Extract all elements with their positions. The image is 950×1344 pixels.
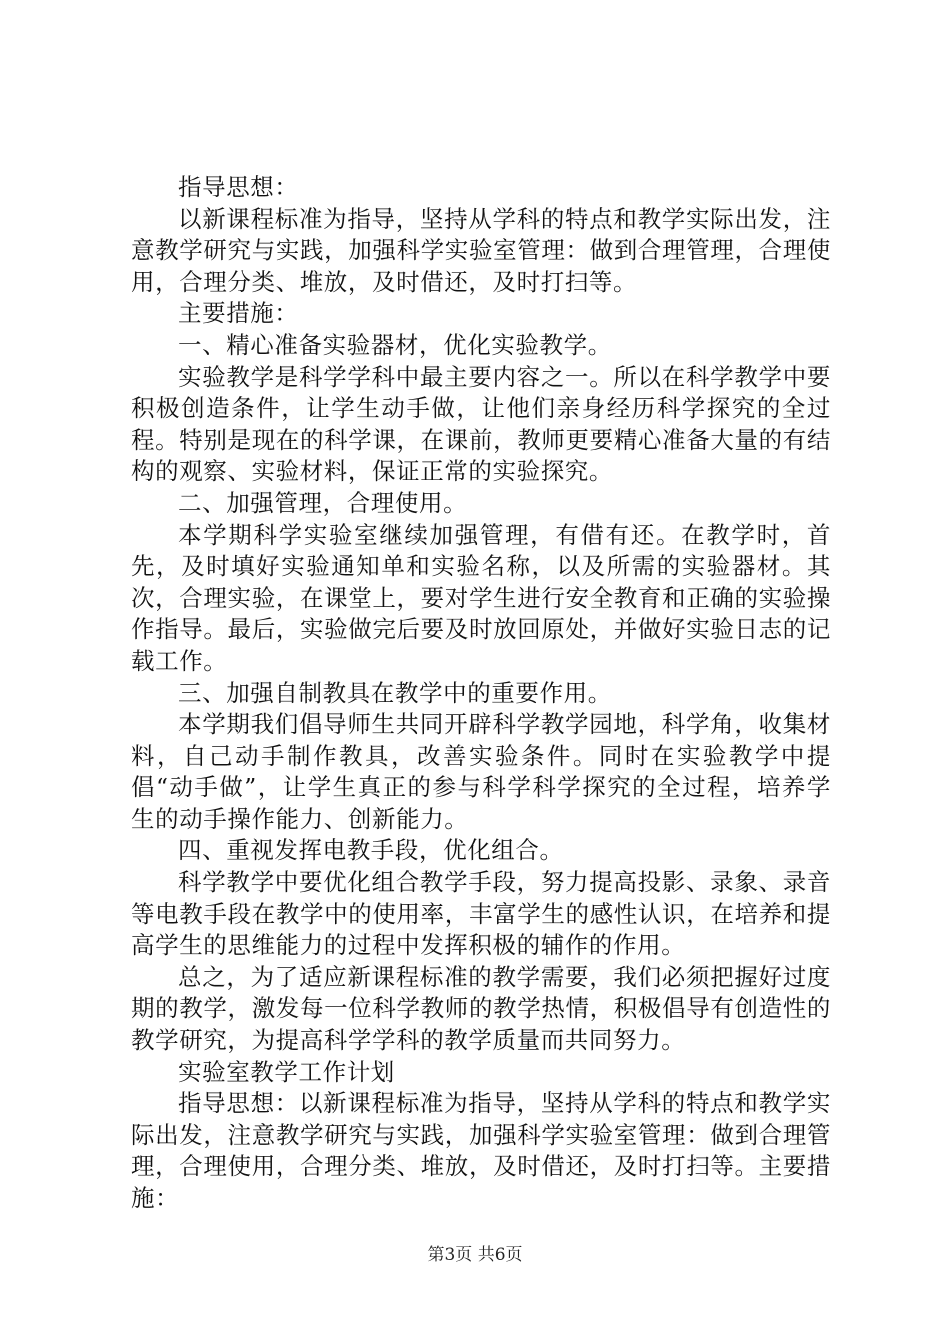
paragraph-measure-one-heading: 一、精心准备实验器材，优化实验教学。 bbox=[178, 330, 612, 359]
paragraph-measure-two-text: 本学期科学实验室继续加强管理，有借有还。在教学时，首先，及时填好实验通知单和实验名称，以及所需的实验器材。其次，合理实验，在课堂上，要对学生进行安全教育和正确的实验操作指导。最后，实验做完后要及时放回原处，并做好实验日志的记载工作。 bbox=[131, 520, 831, 675]
paragraph-conclusion: 总之，为了适应新课程标准的教学需要，我们必须把握好过度期的教学，激发每一位科学教师的教学热情，积极倡导有创造性的教学研究，为提高科学学科的教学质量而共同努力。 bbox=[131, 962, 831, 1055]
page-footer: 第3页 共6页 bbox=[427, 1245, 523, 1265]
paragraph-measure-three-text: 本学期我们倡导师生共同开辟科学教学园地，科学角，收集材料，自己动手制作教具，改善实验条件。同时在实验教学中提倡“动手做”，让学生真正的参与科学科学探究的全过程，培养学生的动手操作能力、创新能力。 bbox=[131, 710, 831, 833]
paragraph-section-title: 实验室教学工作计划 bbox=[178, 1057, 395, 1086]
paragraph-measure-one-text: 实验教学是科学学科中最主要内容之一。所以在科学教学中要积极创造条件，让学生动手做，让他们亲身经历科学探究的全过程。特别是现在的科学课，在课前，教师更要精心准备大量的有结构的观察、实验材料，保证正常的实验探究。 bbox=[131, 362, 831, 486]
paragraph-measure-two-heading: 二、加强管理，合理使用。 bbox=[178, 488, 468, 517]
paragraph-main-measures-heading: 主要措施： bbox=[178, 299, 299, 328]
paragraph-measure-four-text: 科学教学中要优化组合教学手段，努力提高投影、录象、录音等电教手段在教学中的使用率，丰富学生的感性认识，在培养和提高学生的思维能力的过程中发挥积极的辅作的作用。 bbox=[131, 868, 831, 960]
paragraph-measure-three-heading: 三、加强自制教具在教学中的重要作用。 bbox=[178, 678, 612, 707]
paragraph-second-guiding-thought: 指导思想：以新课程标准为指导，坚持从学科的特点和教学实际出发，注意教学研究与实践，加强科学实验室管理：做到合理管理，合理使用，合理分类、堆放，及时借还，及时打扫等。主要措施： bbox=[131, 1089, 831, 1212]
paragraph-measure-four-heading: 四、重视发挥电教手段，优化组合。 bbox=[178, 836, 564, 865]
document-body bbox=[131, 172, 831, 1215]
paragraph-guiding-thought-text: 以新课程标准为指导，坚持从学科的特点和教学实际出发，注意教学研究与实践，加强科学实验室管理：做到合理管理，合理使用，合理分类、堆放，及时借还，及时打扫等。 bbox=[131, 204, 831, 296]
paragraph-guiding-thought-heading: 指导思想： bbox=[178, 173, 299, 201]
